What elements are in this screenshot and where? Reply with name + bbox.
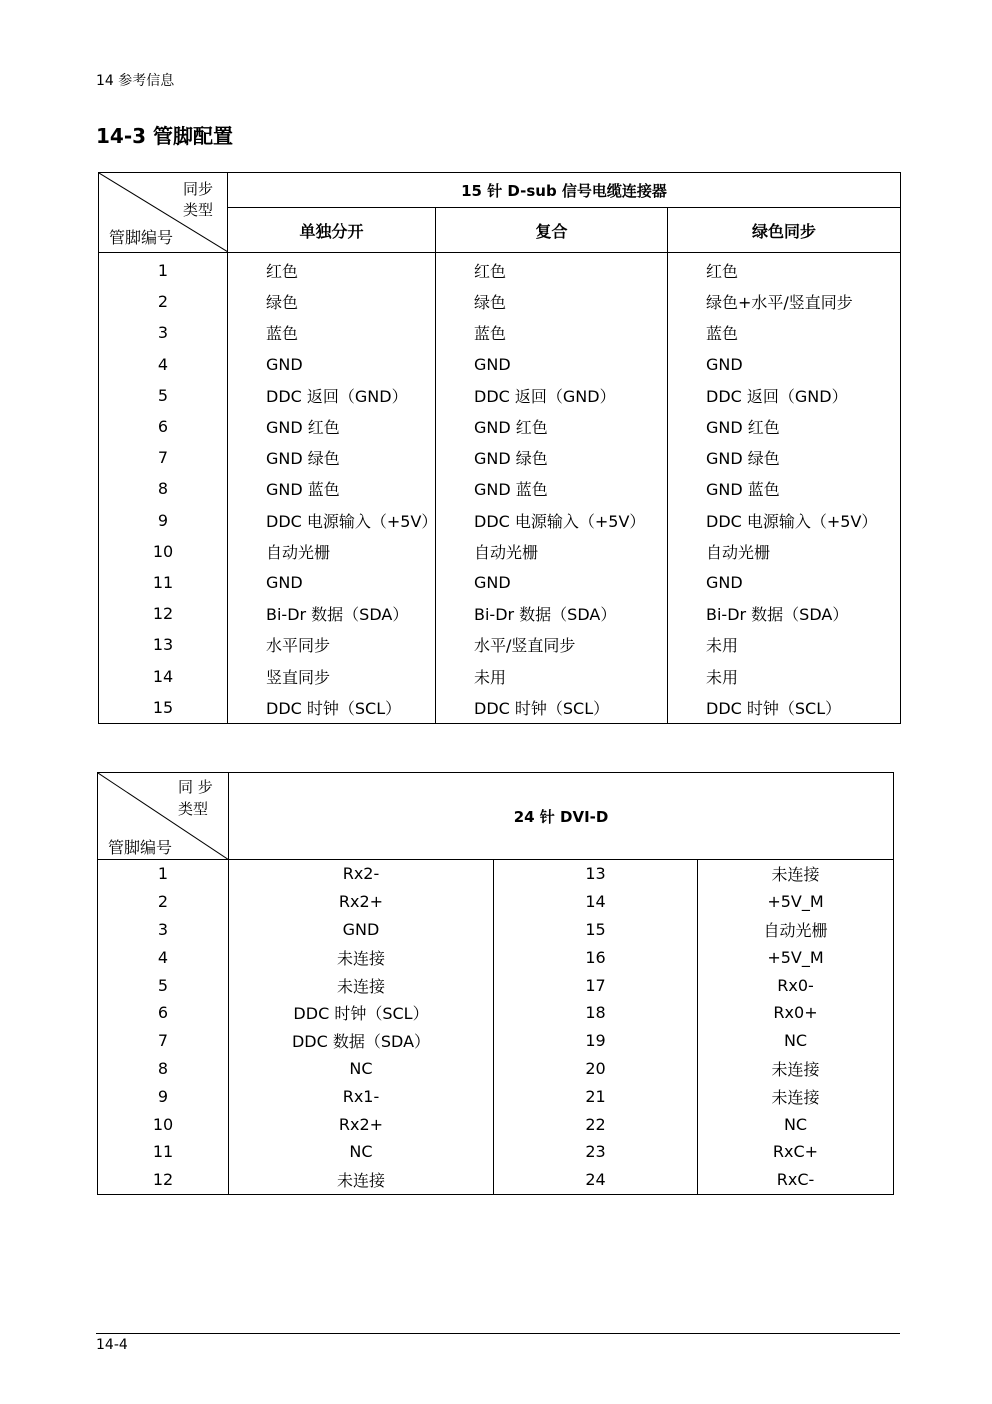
pin-number: 12 xyxy=(98,1166,229,1194)
pin-number: 15 xyxy=(494,916,698,944)
table-row xyxy=(98,916,894,944)
corner-pin-label: 管脚编号 xyxy=(108,838,173,857)
pin-signal: 未用 xyxy=(668,660,901,691)
table-row xyxy=(98,1110,894,1138)
pin-signal: DDC 电源输入（+5V） xyxy=(436,505,668,536)
table-row xyxy=(99,473,901,504)
dsub-table-title: 15 针 D-sub 信号电缆连接器 xyxy=(228,173,901,208)
pin-number: 17 xyxy=(494,971,698,999)
pin-number: 10 xyxy=(98,1110,229,1138)
pin-number: 3 xyxy=(99,317,228,348)
pin-signal: 绿色+水平/竖直同步 xyxy=(668,286,901,317)
pin-number: 15 xyxy=(99,692,228,724)
pin-signal: 未用 xyxy=(668,629,901,660)
pin-signal: DDC 时钟（SCL） xyxy=(229,999,494,1027)
pin-signal: DDC 返回（GND） xyxy=(436,380,668,411)
pin-signal: DDC 时钟（SCL） xyxy=(228,692,436,724)
table-row xyxy=(98,1138,894,1166)
pin-signal: 红色 xyxy=(668,253,901,287)
pin-signal: 红色 xyxy=(436,253,668,287)
table-row xyxy=(98,1082,894,1110)
pin-signal: GND xyxy=(228,349,436,380)
pin-signal: GND xyxy=(436,349,668,380)
pin-signal: 红色 xyxy=(228,253,436,287)
pin-number: 21 xyxy=(494,1082,698,1110)
corner-type-label: 类型 xyxy=(183,201,214,219)
pin-signal: Rx0+ xyxy=(698,999,894,1027)
pin-number: 5 xyxy=(98,971,229,999)
column-header-sync-on-green: 绿色同步 xyxy=(668,208,901,253)
table-row xyxy=(98,943,894,971)
pin-signal: DDC 数据（SDA） xyxy=(229,1027,494,1055)
pin-signal: Rx2- xyxy=(229,860,494,888)
pin-number: 2 xyxy=(98,888,229,916)
pin-number: 7 xyxy=(99,442,228,473)
table-corner-header xyxy=(99,173,228,253)
pin-signal: DDC 时钟（SCL） xyxy=(436,692,668,724)
pin-signal: 未连接 xyxy=(229,971,494,999)
table-row xyxy=(98,999,894,1027)
pin-number: 10 xyxy=(99,536,228,567)
page-number: 14-4 xyxy=(96,1337,128,1353)
pin-number: 1 xyxy=(98,860,229,888)
pin-signal: 竖直同步 xyxy=(228,660,436,691)
table-row xyxy=(99,629,901,660)
pin-number: 16 xyxy=(494,943,698,971)
table-row xyxy=(99,505,901,536)
pin-signal: DDC 返回（GND） xyxy=(228,380,436,411)
pin-signal: GND 蓝色 xyxy=(228,473,436,504)
pin-signal: 绿色 xyxy=(228,286,436,317)
table-row xyxy=(99,598,901,629)
pin-signal: 蓝色 xyxy=(668,317,901,348)
table-row xyxy=(98,971,894,999)
pin-signal: NC xyxy=(698,1027,894,1055)
corner-type-label: 类型 xyxy=(178,800,209,818)
table-row xyxy=(99,411,901,442)
table-row xyxy=(99,253,901,287)
dsub-pin-table xyxy=(98,172,901,724)
table-row xyxy=(99,660,901,691)
pin-signal: 水平/竖直同步 xyxy=(436,629,668,660)
pin-signal: Bi-Dr 数据（SDA） xyxy=(668,598,901,629)
pin-number: 14 xyxy=(494,888,698,916)
column-header-composite: 复合 xyxy=(436,208,668,253)
pin-number: 3 xyxy=(98,916,229,944)
table-row xyxy=(98,860,894,888)
pin-signal: GND 红色 xyxy=(668,411,901,442)
page-title: 14-3 管脚配置 xyxy=(96,124,234,148)
table-row xyxy=(99,536,901,567)
pin-signal: GND xyxy=(668,349,901,380)
pin-signal: Rx2+ xyxy=(229,1110,494,1138)
pin-number: 13 xyxy=(99,629,228,660)
pin-signal: 未连接 xyxy=(229,943,494,971)
pin-signal: +5V_M xyxy=(698,888,894,916)
table-row xyxy=(99,692,901,724)
table-corner-header xyxy=(98,773,229,860)
pin-signal: Bi-Dr 数据（SDA） xyxy=(436,598,668,629)
pin-number: 4 xyxy=(99,349,228,380)
dvi-pin-table xyxy=(97,772,894,1195)
pin-signal: GND xyxy=(228,567,436,598)
pin-signal: GND xyxy=(668,567,901,598)
pin-signal: GND xyxy=(229,916,494,944)
corner-pin-label: 管脚编号 xyxy=(109,228,174,247)
pin-signal: 蓝色 xyxy=(228,317,436,348)
pin-number: 6 xyxy=(99,411,228,442)
pin-signal: Rx1- xyxy=(229,1082,494,1110)
pin-number: 11 xyxy=(99,567,228,598)
pin-number: 8 xyxy=(98,1055,229,1083)
pin-signal: 蓝色 xyxy=(436,317,668,348)
pin-number: 11 xyxy=(98,1138,229,1166)
pin-signal: 绿色 xyxy=(436,286,668,317)
pin-number: 9 xyxy=(98,1082,229,1110)
pin-signal: GND 绿色 xyxy=(668,442,901,473)
pin-signal: GND 红色 xyxy=(436,411,668,442)
pin-number: 6 xyxy=(98,999,229,1027)
pin-number: 19 xyxy=(494,1027,698,1055)
pin-number: 24 xyxy=(494,1166,698,1194)
table-row xyxy=(99,349,901,380)
pin-number: 8 xyxy=(99,473,228,504)
pin-signal: Rx0- xyxy=(698,971,894,999)
pin-signal: 未连接 xyxy=(698,860,894,888)
pin-signal: GND xyxy=(436,567,668,598)
table-row xyxy=(98,888,894,916)
pin-signal: Bi-Dr 数据（SDA） xyxy=(228,598,436,629)
corner-sync-label: 同 步 xyxy=(178,778,213,796)
corner-sync-label: 同步 xyxy=(183,180,214,198)
pin-number: 1 xyxy=(99,253,228,287)
pin-number: 12 xyxy=(99,598,228,629)
pin-signal: 未连接 xyxy=(698,1055,894,1083)
pin-signal: NC xyxy=(229,1055,494,1083)
table-row xyxy=(99,286,901,317)
dvi-table-title: 24 针 DVI-D xyxy=(229,773,894,860)
pin-number: 4 xyxy=(98,943,229,971)
pin-signal: GND 绿色 xyxy=(228,442,436,473)
pin-number: 18 xyxy=(494,999,698,1027)
pin-signal: DDC 返回（GND） xyxy=(668,380,901,411)
pin-number: 13 xyxy=(494,860,698,888)
table-row xyxy=(98,1166,894,1194)
footer-divider xyxy=(96,1333,900,1334)
pin-signal: NC xyxy=(229,1138,494,1166)
column-header-separate: 单独分开 xyxy=(228,208,436,253)
pin-signal: GND 蓝色 xyxy=(436,473,668,504)
pin-signal: 自动光栅 xyxy=(698,916,894,944)
pin-signal: 未连接 xyxy=(229,1166,494,1194)
pin-signal: GND 绿色 xyxy=(436,442,668,473)
pin-signal: Rx2+ xyxy=(229,888,494,916)
pin-signal: DDC 时钟（SCL） xyxy=(668,692,901,724)
table-row xyxy=(99,380,901,411)
pin-signal: 自动光栅 xyxy=(228,536,436,567)
pin-number: 5 xyxy=(99,380,228,411)
pin-signal: 水平同步 xyxy=(228,629,436,660)
table-row xyxy=(99,317,901,348)
table-row xyxy=(99,567,901,598)
pin-number: 22 xyxy=(494,1110,698,1138)
pin-signal: 未连接 xyxy=(698,1082,894,1110)
pin-number: 9 xyxy=(99,505,228,536)
pin-signal: 自动光栅 xyxy=(436,536,668,567)
page-header: 14 参考信息 xyxy=(96,73,175,89)
pin-signal: GND 红色 xyxy=(228,411,436,442)
pin-number: 20 xyxy=(494,1055,698,1083)
pin-signal: RxC+ xyxy=(698,1138,894,1166)
pin-signal: DDC 电源输入（+5V） xyxy=(228,505,436,536)
pin-number: 2 xyxy=(99,286,228,317)
pin-signal: RxC- xyxy=(698,1166,894,1194)
pin-signal: 自动光栅 xyxy=(668,536,901,567)
pin-signal: 未用 xyxy=(436,660,668,691)
pin-signal: GND 蓝色 xyxy=(668,473,901,504)
pin-signal: +5V_M xyxy=(698,943,894,971)
pin-signal: DDC 电源输入（+5V） xyxy=(668,505,901,536)
table-row xyxy=(99,442,901,473)
pin-number: 23 xyxy=(494,1138,698,1166)
table-row xyxy=(98,1055,894,1083)
pin-number: 7 xyxy=(98,1027,229,1055)
pin-signal: NC xyxy=(698,1110,894,1138)
table-row xyxy=(98,1027,894,1055)
pin-number: 14 xyxy=(99,660,228,691)
